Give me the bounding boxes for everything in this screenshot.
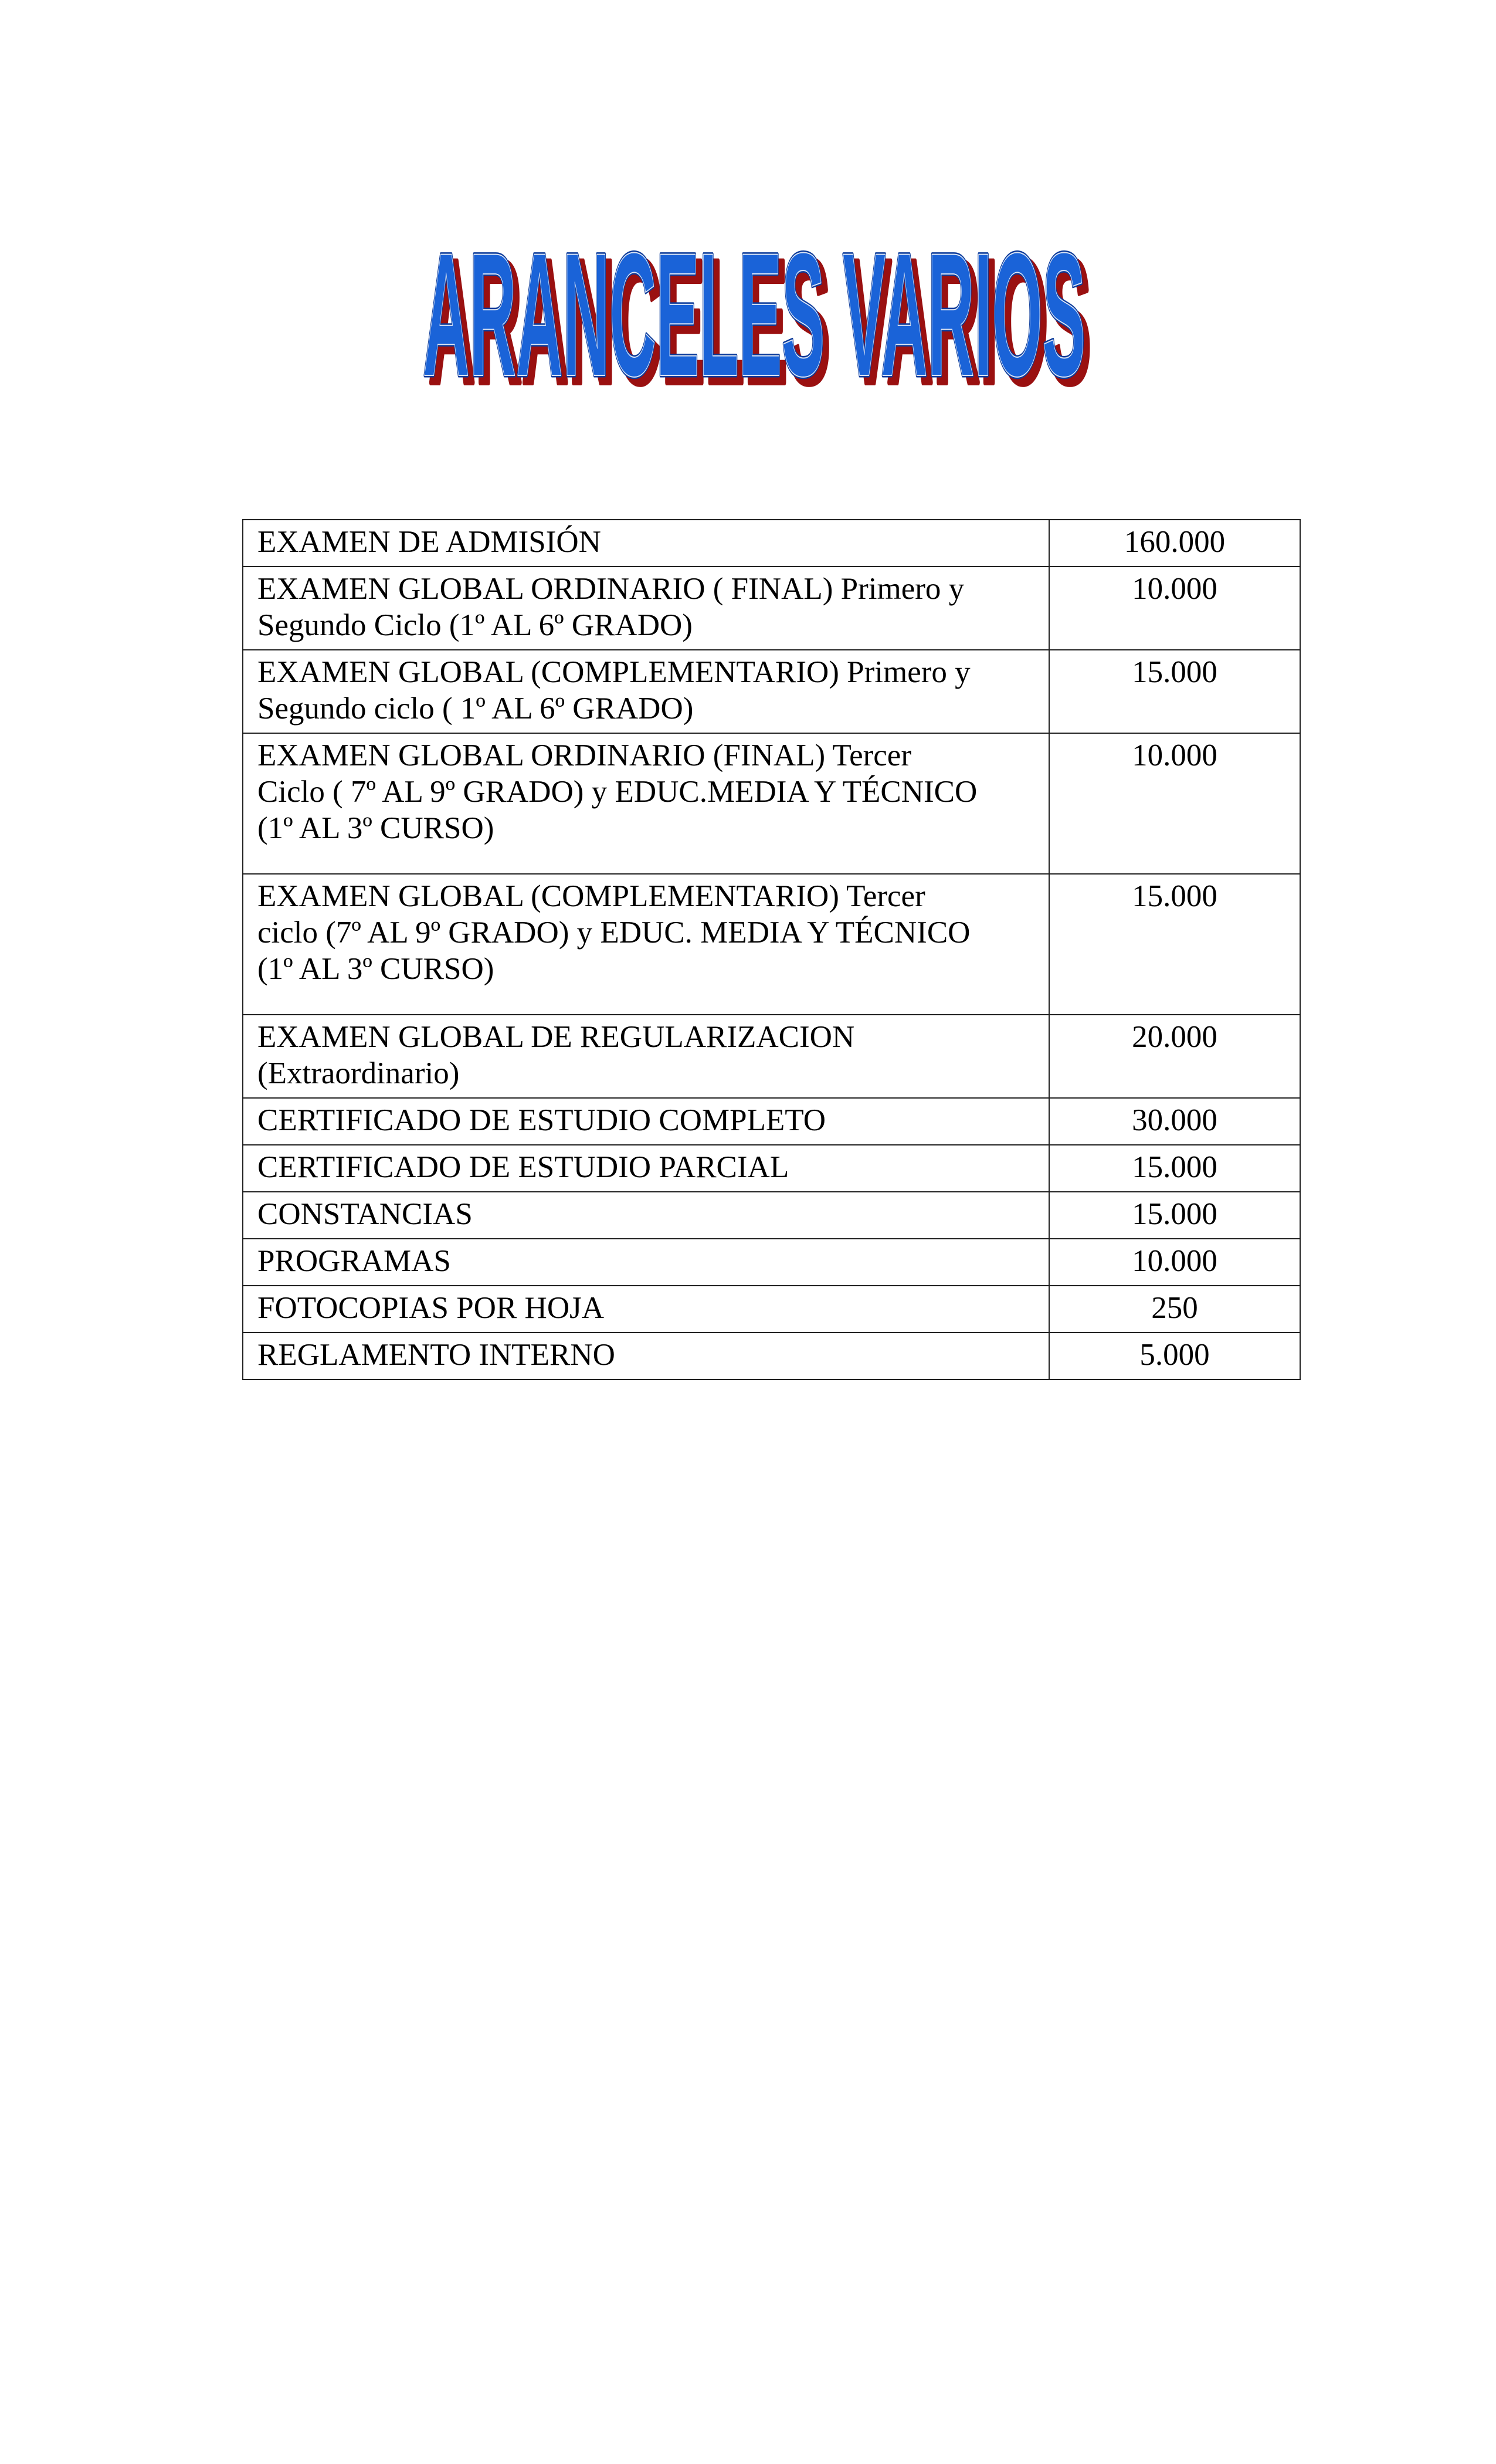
concept-line: PROGRAMAS [257, 1244, 451, 1278]
table-row [243, 567, 1300, 650]
fee-amount: 15.000 [1049, 1192, 1300, 1239]
concept-line: EXAMEN GLOBAL (COMPLEMENTARIO) Primero y [257, 655, 971, 689]
fees-table [242, 519, 1301, 1380]
concept-line: (Extraordinario) [257, 1056, 460, 1090]
fee-amount: 10.000 [1049, 567, 1300, 650]
table-row [243, 733, 1300, 874]
fee-concept [243, 1192, 1049, 1239]
concept-line: CERTIFICADO DE ESTUDIO COMPLETO [257, 1103, 826, 1137]
fee-concept [243, 1333, 1049, 1380]
title-banner [411, 194, 1103, 405]
fee-concept [243, 733, 1049, 874]
table-row [243, 1239, 1300, 1286]
fee-concept [243, 1015, 1049, 1098]
fee-amount: 10.000 [1049, 1239, 1300, 1286]
fee-concept [243, 1286, 1049, 1333]
fee-concept [243, 567, 1049, 650]
concept-line: (1º AL 3º CURSO) [257, 952, 494, 986]
page-title: ARANCELES VARIOS [423, 216, 1085, 405]
concept-line: EXAMEN GLOBAL ORDINARIO (FINAL) Tercer [257, 738, 911, 772]
fee-concept [243, 1145, 1049, 1192]
fee-concept [243, 650, 1049, 733]
concept-line: Segundo Ciclo (1º AL 6º GRADO) [257, 608, 693, 642]
fee-amount: 10.000 [1049, 733, 1300, 874]
concept-line: Segundo ciclo ( 1º AL 6º GRADO) [257, 692, 694, 726]
table-row [243, 1333, 1300, 1380]
concept-line: (1º AL 3º CURSO) [257, 811, 494, 845]
concept-line: CONSTANCIAS [257, 1197, 473, 1231]
concept-line: EXAMEN GLOBAL DE REGULARIZACION [257, 1020, 855, 1054]
concept-line: REGLAMENTO INTERNO [257, 1338, 615, 1372]
table-row [243, 874, 1300, 1015]
fee-concept [243, 520, 1049, 567]
concept-line: EXAMEN GLOBAL (COMPLEMENTARIO) Tercer [257, 879, 925, 913]
fee-concept [243, 874, 1049, 1015]
concept-line: EXAMEN GLOBAL ORDINARIO ( FINAL) Primero y [257, 572, 965, 606]
fee-amount: 30.000 [1049, 1098, 1300, 1145]
fee-concept [243, 1098, 1049, 1145]
fee-amount: 5.000 [1049, 1333, 1300, 1380]
fee-amount: 15.000 [1049, 1145, 1300, 1192]
fee-concept [243, 1239, 1049, 1286]
table-row [243, 1145, 1300, 1192]
concept-line: CERTIFICADO DE ESTUDIO PARCIAL [257, 1150, 789, 1184]
concept-line: FOTOCOPIAS POR HOJA [257, 1291, 604, 1325]
concept-line: Ciclo ( 7º AL 9º GRADO) y EDUC.MEDIA Y TÉCNICO [257, 775, 978, 809]
fee-amount: 20.000 [1049, 1015, 1300, 1098]
fee-amount: 15.000 [1049, 874, 1300, 1015]
title-shadow-text: ARANCELES VARIOS [429, 223, 1091, 405]
fee-amount: 15.000 [1049, 650, 1300, 733]
fee-amount: 250 [1049, 1286, 1300, 1333]
concept-line: ciclo (7º AL 9º GRADO) y EDUC. MEDIA Y TÉCNICO [257, 916, 971, 950]
table-row [243, 1192, 1300, 1239]
table-row [243, 520, 1300, 567]
table-row [243, 1015, 1300, 1098]
title-wordart [411, 194, 1103, 405]
title-highlight-text: ARANCELES VARIOS [423, 216, 1085, 405]
table-row [243, 1098, 1300, 1145]
table-row [243, 650, 1300, 733]
concept-line: EXAMEN DE ADMISIÓN [257, 525, 601, 559]
table-row [243, 1286, 1300, 1333]
fee-amount: 160.000 [1049, 520, 1300, 567]
